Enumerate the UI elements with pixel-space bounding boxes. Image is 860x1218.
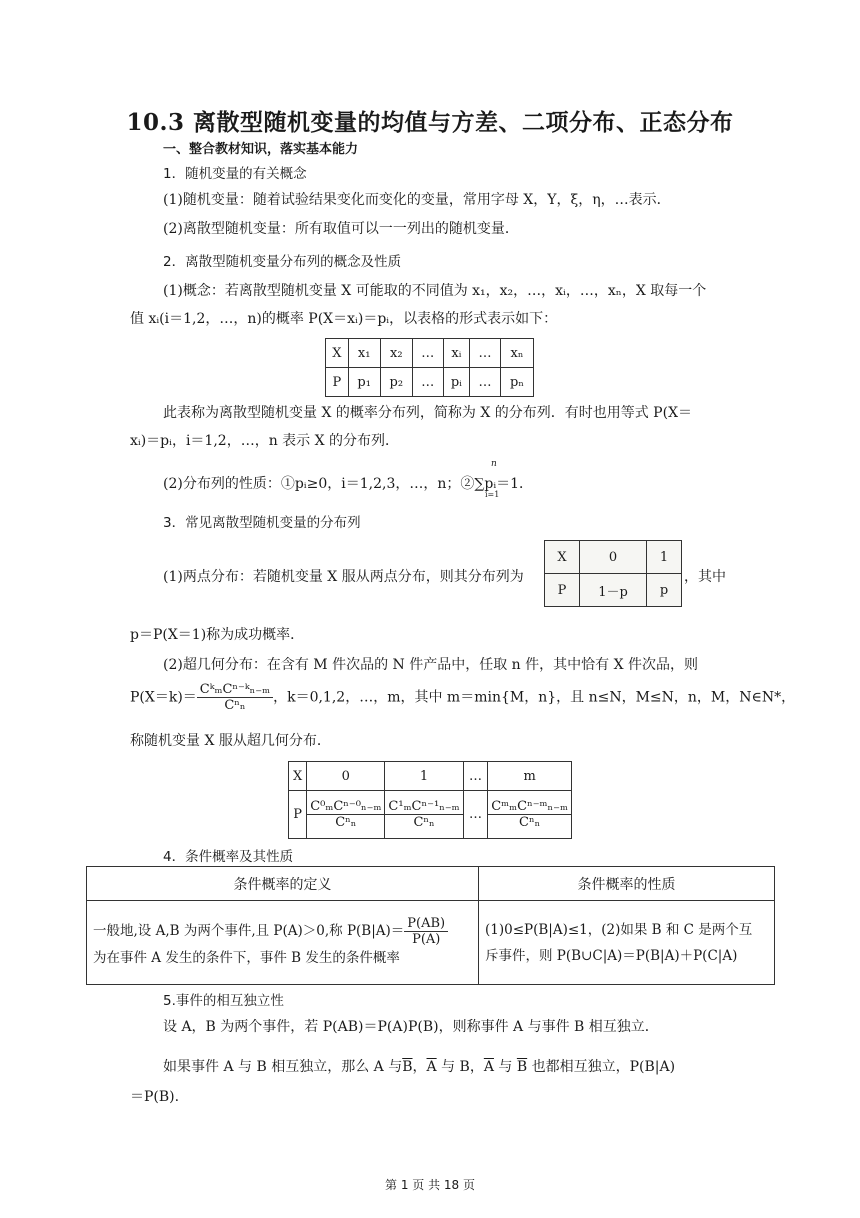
table-cell: 0 [580,541,647,574]
properties-text-a: (1)0≤P(B|A)≤1，(2)如果 B 和 C 是两个互 [485,921,753,938]
table-cell: p [647,574,682,607]
section-subtitle: 一、整合教材知识，落实基本能力 [163,142,359,157]
table-cell: m [488,762,572,791]
table-cell [307,791,385,839]
section-3-heading: 3．常见离散型随机变量的分布列 [163,515,361,531]
text-span: ， [412,1059,427,1075]
table-cell: 1 [385,762,463,791]
s2-table-caption-line-1: 此表称为离散型随机变量 X 的概率分布列，简称为 X 的分布列．有时也用等式 P(X＝ [163,405,693,421]
s2-concept-line-2: 值 xᵢ(i＝1,2，…，n)的概率 P(X＝xᵢ)＝pᵢ，以表格的形式表示如下： [130,311,558,327]
s5-paragraph-3: ＝P(B). [130,1089,180,1105]
definition-text-b: 为在事件 A 发生的条件下，事件 B 发生的条件概率 [93,950,400,966]
two-point-table [544,540,682,607]
formula-rest: ，k＝0,1,2，…，m，其中 m＝min{M，n}，且 n≤N，M≤N，n，M，N∈N*， [273,689,796,706]
table-cell [385,791,463,839]
fraction-denominator: Cⁿₙ [335,815,357,830]
properties-text-b: 斥事件，则 P(B∪C|A)＝P(B|A)＋P(C|A) [485,947,738,964]
s5-paragraph-2 [163,1056,675,1078]
hypergeometric-table [288,761,572,839]
text-span: 与 [493,1059,517,1075]
formula-lhs: P(X＝k)＝ [130,689,197,706]
s3-hypergeometric-formula [130,682,795,713]
table-cell: x₁ [348,339,380,368]
fraction-denominator: P(A) [412,932,441,947]
text-span: 如果事件 A 与 B 相互独立，那么 A 与 [163,1059,403,1075]
table-cell: … [463,791,488,839]
table-cell: P [326,368,349,397]
fraction-denominator: Cⁿₙ [519,815,541,830]
table-cell: … [412,339,443,368]
table-cell: xᵢ [443,339,469,368]
section-4-heading: 4．条件概率及其性质 [163,849,294,865]
definition-cell [87,901,479,985]
table-cell: … [463,762,488,791]
sum-upper-limit: n [491,459,497,469]
table-cell [488,791,572,839]
page-footer: 第 1 页 共 18 页 [385,1178,475,1192]
s3-two-point-line-2: p＝P(X＝1)称为成功概率． [130,627,305,643]
section-5-heading: 5.事件的相互独立性 [163,993,284,1009]
properties-cell [479,901,775,985]
text-span: 与 B， [436,1059,484,1075]
table-cell: 1 [647,541,682,574]
table-cell: P [545,574,580,607]
distribution-table [325,338,534,397]
complement-a: $\overline{A}$ [426,1059,437,1075]
complement-a: $\overline{A}$ [483,1059,494,1075]
s1-paragraph-1: (1)随机变量：随着试验结果变化而变化的变量，常用字母 X，Y，ξ，η，…表示． [163,192,671,208]
table-cell: P [289,791,307,839]
s3-hypergeometric-line-1: (2)超几何分布：在含有 M 件次品的 N 件产品中，任取 n 件，其中恰有 X 件次品，则 [163,657,698,673]
table-cell: … [412,368,443,397]
table-header-definition: 条件概率的定义 [87,867,479,901]
table-cell: … [470,368,501,397]
complement-b: $\overline{B}$ [516,1059,528,1075]
table-cell: pᵢ [443,368,469,397]
fraction-numerator: C¹ₘCⁿ⁻¹ₙ₋ₘ [385,799,462,815]
conditional-probability-table [86,866,775,985]
s2-properties: (2)分布列的性质：①pᵢ≥0，i＝1,2,3，…，n；②∑pᵢ＝1． [163,476,534,492]
fraction-numerator: P(AB) [404,916,448,932]
table-cell: 1－p [580,574,647,607]
s1-paragraph-2: (2)离散型随机变量：所有取值可以一一列出的随机变量． [163,221,519,237]
page-title: 10.3 离散型随机变量的均值与方差、二项分布、正态分布 [126,109,734,136]
table-cell: p₁ [348,368,380,397]
table-cell: … [470,339,501,368]
table-cell: X [326,339,349,368]
s3-hypergeometric-line-3: 称随机变量 X 服从超几何分布． [130,733,331,749]
s2-concept-line-1: (1)概念：若离散型随机变量 X 可能取的不同值为 x₁，x₂，…，xᵢ，…，xₙ，X 取每一个 [163,283,707,299]
table-header-properties: 条件概率的性质 [479,867,775,901]
sum-lower-limit: i=1 [485,490,500,499]
table-cell: 0 [307,762,385,791]
section-1-heading: 1．随机变量的有关概念 [163,166,307,182]
table-cell: p₂ [380,368,412,397]
table-cell: xₙ [500,339,533,368]
fraction-numerator: CᵐₘCⁿ⁻ᵐₙ₋ₘ [488,799,571,815]
complement-b: $\overline{B}$ [402,1059,413,1075]
text-span: 也都相互独立，P(B|A) [527,1059,676,1075]
hypergeometric-fraction [197,682,273,713]
definition-text-a: 一般地,设 A,B 为两个事件,且 P(A)＞0,称 P(B|A)＝ [93,923,405,939]
table-cell: X [545,541,580,574]
section-2-heading: 2．离散型随机变量分布列的概念及性质 [163,254,402,270]
s5-paragraph-1: 设 A，B 为两个事件，若 P(AB)＝P(A)P(B)，则称事件 A 与事件 B 相互独立． [163,1019,659,1035]
fraction-denominator: Cⁿₙ [224,698,246,713]
s3-two-point-tail: ，其中 [684,569,726,585]
table-cell: pₙ [500,368,533,397]
s2-table-caption-line-2: xᵢ)＝pᵢ，i＝1,2，…，n 表示 X 的分布列． [130,433,400,449]
table-cell: X [289,762,307,791]
fraction-numerator: CᵏₘCⁿ⁻ᵏₙ₋ₘ [197,682,273,698]
s3-two-point-line-1: (1)两点分布：若随机变量 X 服从两点分布，则其分布列为 [163,569,524,585]
table-cell: x₂ [380,339,412,368]
fraction-numerator: C⁰ₘCⁿ⁻⁰ₙ₋ₘ [307,799,384,815]
fraction-denominator: Cⁿₙ [413,815,435,830]
